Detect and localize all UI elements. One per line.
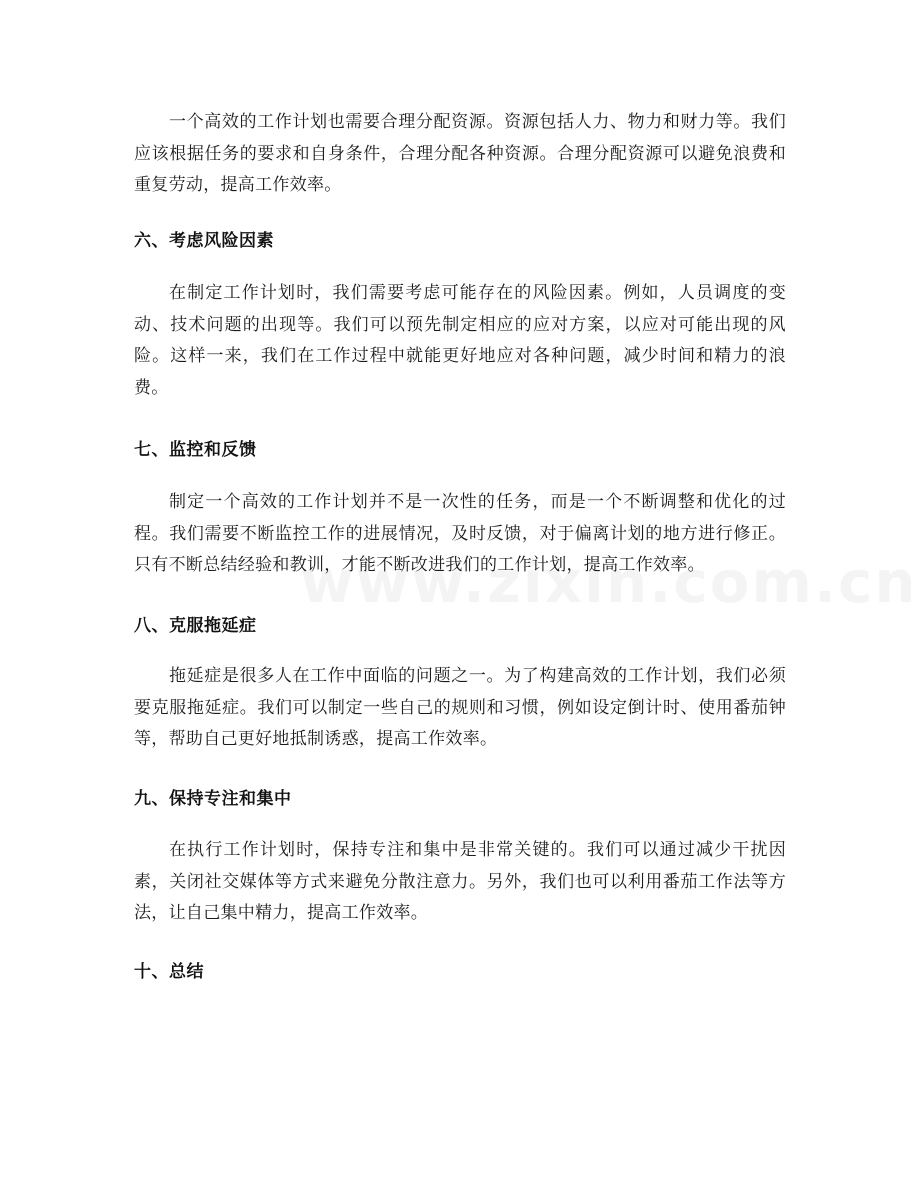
paragraph-section-9: 在执行工作计划时，保持专注和集中是非常关键的。我们可以通过减少干扰因素，关闭社交媒体等方式来避免分散注意力。另外，我们也可以利用番茄工作法等方法，让自己集中精力，提高工作效率。 bbox=[134, 840, 786, 923]
heading-section-6: 六、考虑风险因素 bbox=[134, 231, 274, 251]
paragraph-section-8: 拖延症是很多人在工作中面临的问题之一。为了构建高效的工作计划，我们必须要克服拖延症。我们可以制定一些自己的规则和习惯，例如设定倒计时、使用番茄钟等，帮助自己更好地抵制诱惑，提高工作效率。 bbox=[134, 666, 786, 749]
heading-section-8: 八、克服拖延症 bbox=[134, 616, 257, 636]
heading-section-7: 七、监控和反馈 bbox=[134, 440, 257, 460]
paragraph-resource-allocation: 一个高效的工作计划也需要合理分配资源。资源包括人力、物力和财力等。我们应该根据任务的要求和自身条件，合理分配各种资源。合理分配资源可以避免浪费和重复劳动，提高工作效率。 bbox=[134, 112, 786, 195]
heading-section-10: 十、总结 bbox=[134, 962, 204, 982]
paragraph-section-7: 制定一个高效的工作计划并不是一次性的任务，而是一个不断调整和优化的过程。我们需要不断监控工作的进展情况，及时反馈，对于偏离计划的地方进行修正。只有不断总结经验和教训，才能不断改进我们的工作计划，提高工作效率。 bbox=[134, 492, 786, 575]
paragraph-section-6: 在制定工作计划时，我们需要考虑可能存在的风险因素。例如，人员调度的变动、技术问题的出现等。我们可以预先制定相应的应对方案，以应对可能出现的风险。这样一来，我们在工作过程中就能更好地应对各种问题，减少时间和精力的浪费。 bbox=[134, 283, 786, 398]
heading-section-9: 九、保持专注和集中 bbox=[134, 789, 292, 809]
